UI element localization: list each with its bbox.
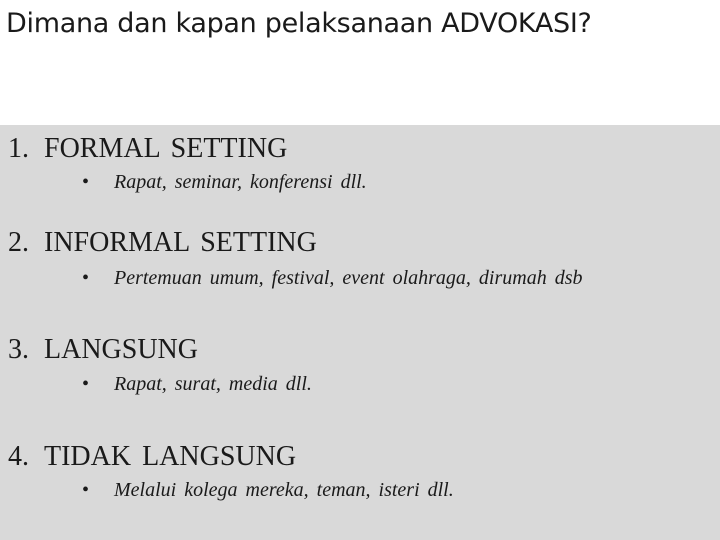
- bullet-icon: •: [82, 267, 90, 289]
- heading-text: INFORMAL SETTING: [44, 227, 317, 258]
- list-number: 3.: [8, 334, 29, 365]
- list-number: 1.: [8, 133, 29, 164]
- list-bullet-4: [82, 479, 454, 502]
- list-heading-1: [8, 133, 287, 165]
- bullet-text: Melalui kolega mereka, teman, isteri dll.: [114, 479, 454, 501]
- heading-text: LANGSUNG: [44, 334, 198, 365]
- slide-title: Dimana dan kapan pelaksanaan ADVOKASI?: [6, 8, 592, 39]
- list-heading-2: [8, 227, 317, 259]
- bullet-icon: •: [82, 373, 90, 395]
- list-bullet-3: [82, 373, 312, 396]
- heading-text: TIDAK LANGSUNG: [44, 441, 297, 472]
- heading-text: FORMAL SETTING: [44, 133, 288, 164]
- list-number: 4.: [8, 441, 29, 472]
- content-panel: [0, 125, 720, 540]
- list-heading-3: [8, 334, 198, 366]
- bullet-icon: •: [82, 171, 90, 193]
- bullet-text: Rapat, surat, media dll.: [114, 373, 312, 395]
- list-number: 2.: [8, 227, 29, 258]
- list-heading-4: [8, 441, 296, 473]
- bullet-text: Rapat, seminar, konferensi dll.: [114, 171, 367, 193]
- bullet-text: Pertemuan umum, festival, event olahraga, dirumah dsb: [114, 267, 583, 289]
- bullet-icon: •: [82, 479, 90, 501]
- list-bullet-1: [82, 171, 367, 194]
- list-bullet-2: [82, 267, 583, 290]
